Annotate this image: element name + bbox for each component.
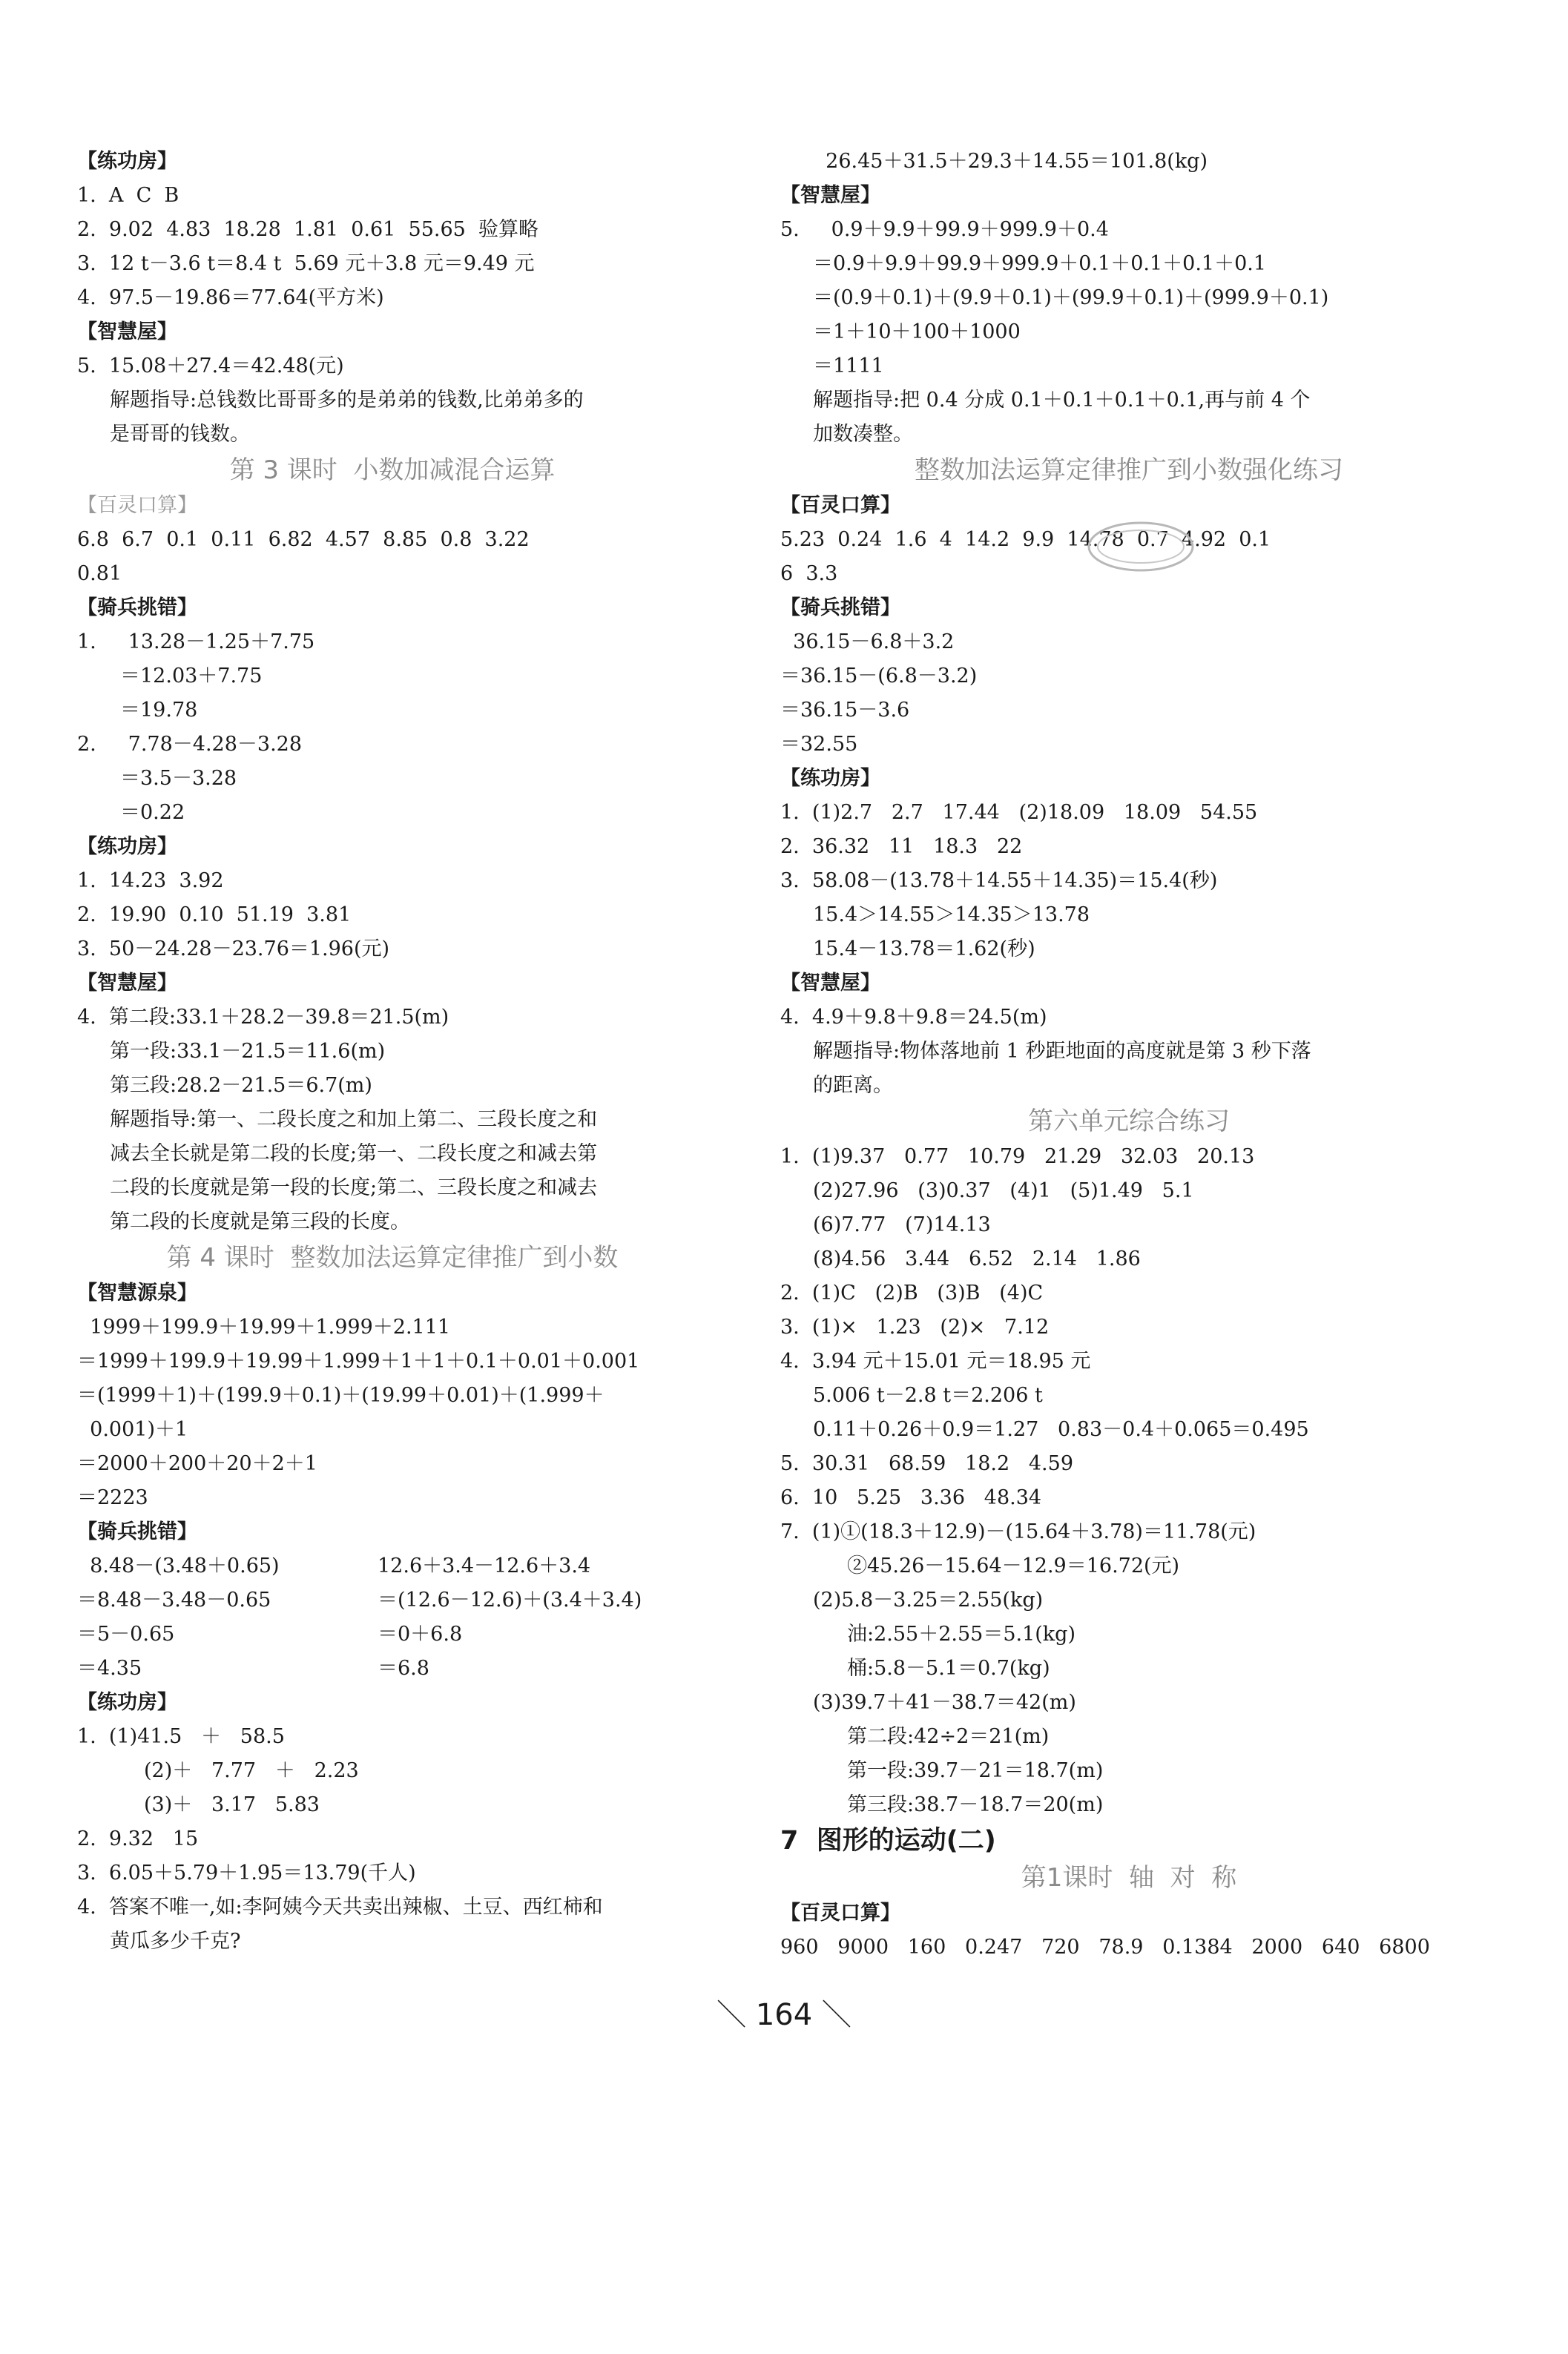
section-heading: 【百灵口算】: [780, 1902, 900, 1925]
section-heading: 【智慧屋】: [77, 972, 177, 995]
answer-line: 5. 0.9＋9.9＋99.9＋999.9＋0.4: [780, 218, 1109, 241]
answer-line: 解题指导:把 0.4 分成 0.1＋0.1＋0.1＋0.1,再与前 4 个: [813, 389, 1311, 412]
answer-line: 5.23 0.24 1.6 4 14.2 9.9 14.78 0.7 4.92 0.1: [780, 528, 1271, 551]
answer-line: 0.001)＋1: [77, 1418, 188, 1441]
section-heading: 【智慧屋】: [77, 320, 177, 343]
section-heading: 【练功房】: [77, 150, 177, 173]
answer-line: ＝0.22: [120, 801, 185, 824]
answer-line: 1999＋199.9＋19.99＋1.999＋2.111: [77, 1316, 451, 1339]
answer-line: 第三段:28.2－21.5＝6.7(m): [110, 1074, 372, 1097]
answer-line: 减去全长就是第二段的长度;第一、二段长度之和减去第: [110, 1142, 598, 1165]
page-number: ＼ 164 ＼: [717, 1998, 851, 2032]
answer-line: ＝36.15－(6.8－3.2): [780, 665, 978, 688]
answer-line-right-part: ＝0＋6.8: [378, 1623, 463, 1646]
answer-line: 6 3.3: [780, 562, 838, 585]
answer-line: 解题指导:第一、二段长度之和加上第二、三段长度之和: [110, 1108, 598, 1131]
answer-line: 5. 15.08＋27.4＝42.48(元): [77, 355, 344, 378]
answer-line: 3. 50－24.28－23.76＝1.96(元): [77, 937, 390, 960]
answer-line: 2. 9.02 4.83 18.28 1.81 0.61 55.65 验算略: [77, 218, 538, 241]
lesson-title: 第1课时 轴 对 称: [1021, 1863, 1237, 1893]
answer-line: 2. (1)C (2)B (3)B (4)C: [780, 1282, 1044, 1305]
answer-line-two-column: [77, 1618, 708, 1652]
answer-line-left-part: ＝8.48－3.48－0.65: [77, 1589, 271, 1612]
answer-line: 6. 10 5.25 3.36 48.34: [780, 1486, 1042, 1509]
lesson-title: 第 4 课时 整数加法运算定律推广到小数: [166, 1243, 619, 1273]
answer-line: 第三段:38.7－18.7＝20(m): [847, 1793, 1104, 1816]
answer-line: 3. (1)× 1.23 (2)× 7.12: [780, 1316, 1050, 1339]
answer-line: 3. 6.05＋5.79＋1.95＝13.79(千人): [77, 1862, 416, 1885]
answer-line: 4. 第二段:33.1＋28.2－39.8＝21.5(m): [77, 1006, 449, 1029]
answer-line: (8)4.56 3.44 6.52 2.14 1.86: [813, 1247, 1141, 1270]
answer-line-right-part: 12.6＋3.4－12.6＋3.4: [378, 1555, 591, 1577]
answer-line: 2. 9.32 15: [77, 1827, 199, 1850]
answer-line: ＝19.78: [120, 699, 198, 722]
section-heading: 【练功房】: [780, 767, 880, 790]
section-heading: 【智慧屋】: [780, 184, 880, 207]
answer-line: 1. 13.28－1.25＋7.75: [77, 630, 315, 653]
answer-line: 1. (1)2.7 2.7 17.44 (2)18.09 18.09 54.55: [780, 801, 1258, 824]
lesson-title: 第六单元综合练习: [1028, 1107, 1230, 1136]
answer-line: 2. 7.78－4.28－3.28: [77, 733, 303, 756]
answer-line: ②45.26－15.64－12.9＝16.72(元): [847, 1555, 1180, 1577]
answer-line-two-column: [77, 1549, 708, 1583]
answer-line: 960 9000 160 0.247 720 78.9 0.1384 2000 640 6800: [780, 1936, 1430, 1959]
answer-line: 是哥哥的钱数。: [110, 423, 250, 446]
answer-line: 第一段:39.7－21＝18.7(m): [847, 1759, 1104, 1782]
section-heading: 【智慧屋】: [780, 972, 880, 995]
answer-line: ＝2223: [77, 1486, 148, 1509]
section-heading: 【练功房】: [77, 1691, 177, 1714]
answer-line: 4. 4.9＋9.8＋9.8＝24.5(m): [780, 1006, 1047, 1029]
answer-line: 1. 14.23 3.92: [77, 869, 224, 892]
left-column: [77, 145, 708, 1959]
answer-line: ＝0.9＋9.9＋99.9＋999.9＋0.1＋0.1＋0.1＋0.1: [813, 252, 1267, 275]
answer-line: 解题指导:物体落地前 1 秒距地面的高度就是第 3 秒下落: [813, 1040, 1311, 1063]
answer-line: 第二段的长度就是第三段的长度。: [110, 1210, 410, 1233]
right-column: [780, 145, 1478, 1965]
answer-line: (2)27.96 (3)0.37 (4)1 (5)1.49 5.1: [813, 1179, 1194, 1202]
answer-line: 1. (1)9.37 0.77 10.79 21.29 32.03 20.13: [780, 1145, 1255, 1168]
answer-line: ＝12.03＋7.75: [120, 665, 263, 688]
answer-line: (2)＋ 7.77 ＋ 2.23: [144, 1759, 359, 1782]
answer-line: 7. (1)①(18.3＋12.9)－(15.64＋3.78)＝11.78(元): [780, 1520, 1256, 1543]
section-heading: 【百灵口算】: [77, 494, 197, 517]
answer-line: 36.15－6.8＋3.2: [780, 630, 955, 653]
answer-line: ＝1999＋199.9＋19.99＋1.999＋1＋1＋0.1＋0.01＋0.001: [77, 1350, 640, 1373]
answer-line: ＝2000＋200＋20＋2＋1: [77, 1452, 317, 1475]
watermark-stamp: [1081, 517, 1200, 576]
answer-line: ＝32.55: [780, 733, 858, 756]
answer-line-left-part: ＝5－0.65: [77, 1623, 175, 1646]
answer-line-right-part: ＝6.8: [378, 1657, 429, 1680]
answer-line: 6.8 6.7 0.1 0.11 6.82 4.57 8.85 0.8 3.22: [77, 528, 530, 551]
answer-line: 26.45＋31.5＋29.3＋14.55＝101.8(kg): [813, 150, 1208, 173]
answer-line: 1. (1)41.5 ＋ 58.5: [77, 1725, 285, 1748]
answer-line-left-part: 8.48－(3.48＋0.65): [77, 1555, 280, 1577]
answer-line: 的距离。: [813, 1074, 893, 1097]
answer-line: 解题指导:总钱数比哥哥多的是弟弟的钱数,比弟弟多的: [110, 389, 584, 412]
answer-line: 油:2.55＋2.55＝5.1(kg): [847, 1623, 1075, 1646]
answer-line: 2. 36.32 11 18.3 22: [780, 835, 1023, 858]
answer-line: 0.81: [77, 562, 122, 585]
answer-line-two-column: [77, 1652, 708, 1686]
section-heading: 【骑兵挑错】: [77, 1520, 197, 1543]
answer-line-left-part: ＝4.35: [77, 1657, 142, 1680]
answer-line: (6)7.77 (7)14.13: [813, 1213, 991, 1236]
answer-line: 1. A C B: [77, 184, 179, 207]
answer-line: ＝36.15－3.6: [780, 699, 910, 722]
section-heading: 【智慧源泉】: [77, 1282, 197, 1305]
answer-line: 2. 19.90 0.10 51.19 3.81: [77, 903, 352, 926]
section-heading: 【百灵口算】: [780, 494, 900, 517]
answer-line: ＝(1999＋1)＋(199.9＋0.1)＋(19.99＋0.01)＋(1.999＋: [77, 1384, 605, 1407]
chapter-title: 7 图形的运动(二): [780, 1826, 996, 1856]
section-heading: 【骑兵挑错】: [780, 596, 900, 619]
answer-line: 5.006 t－2.8 t＝2.206 t: [813, 1384, 1043, 1407]
answer-line: (3)39.7＋41－38.7＝42(m): [813, 1691, 1076, 1714]
answer-line: 5. 30.31 68.59 18.2 4.59: [780, 1452, 1073, 1475]
answer-line: ＝(0.9＋0.1)＋(9.9＋0.1)＋(99.9＋0.1)＋(999.9＋0.1): [813, 286, 1329, 309]
answer-line: 15.4－13.78＝1.62(秒): [813, 937, 1035, 960]
answer-line: 桶:5.8－5.1＝0.7(kg): [847, 1657, 1050, 1680]
answer-line: 黄瓜多少千克?: [110, 1930, 241, 1953]
answer-line: 0.11＋0.26＋0.9＝1.27 0.83－0.4＋0.065＝0.495: [813, 1418, 1309, 1441]
answer-line-two-column: [77, 1583, 708, 1618]
answer-line: 15.4＞14.55＞14.35＞13.78: [813, 903, 1090, 926]
answer-line: 第二段:42÷2＝21(m): [847, 1725, 1050, 1748]
answer-line: ＝1＋10＋100＋1000: [813, 320, 1021, 343]
section-heading: 【骑兵挑错】: [77, 596, 197, 619]
answer-line: 加数凑整。: [813, 423, 913, 446]
answer-line: 3. 12 t－3.6 t＝8.4 t 5.69 元＋3.8 元＝9.49 元: [77, 252, 535, 275]
lesson-title: 第 3 课时 小数加减混合运算: [229, 455, 556, 485]
answer-line: 第一段:33.1－21.5＝11.6(m): [110, 1040, 386, 1063]
answer-line: 4. 答案不唯一,如:李阿姨今天共卖出辣椒、土豆、西红柿和: [77, 1896, 603, 1919]
answer-line: 4. 3.94 元＋15.01 元＝18.95 元: [780, 1350, 1091, 1373]
answer-line: (2)5.8－3.25＝2.55(kg): [813, 1589, 1044, 1612]
answer-line: (3)＋ 3.17 5.83: [144, 1793, 320, 1816]
lesson-title: 整数加法运算定律推广到小数强化练习: [915, 455, 1343, 485]
answer-line-right-part: ＝(12.6－12.6)＋(3.4＋3.4): [378, 1589, 642, 1612]
answer-line: 3. 58.08－(13.78＋14.55＋14.35)＝15.4(秒): [780, 869, 1218, 892]
answer-line: ＝1111: [813, 355, 884, 378]
section-heading: 【练功房】: [77, 835, 177, 858]
answer-line: 4. 97.5－19.86＝77.64(平方米): [77, 286, 384, 309]
answer-line: 二段的长度就是第一段的长度;第二、三段长度之和减去: [110, 1176, 598, 1199]
answer-line: ＝3.5－3.28: [120, 767, 237, 790]
